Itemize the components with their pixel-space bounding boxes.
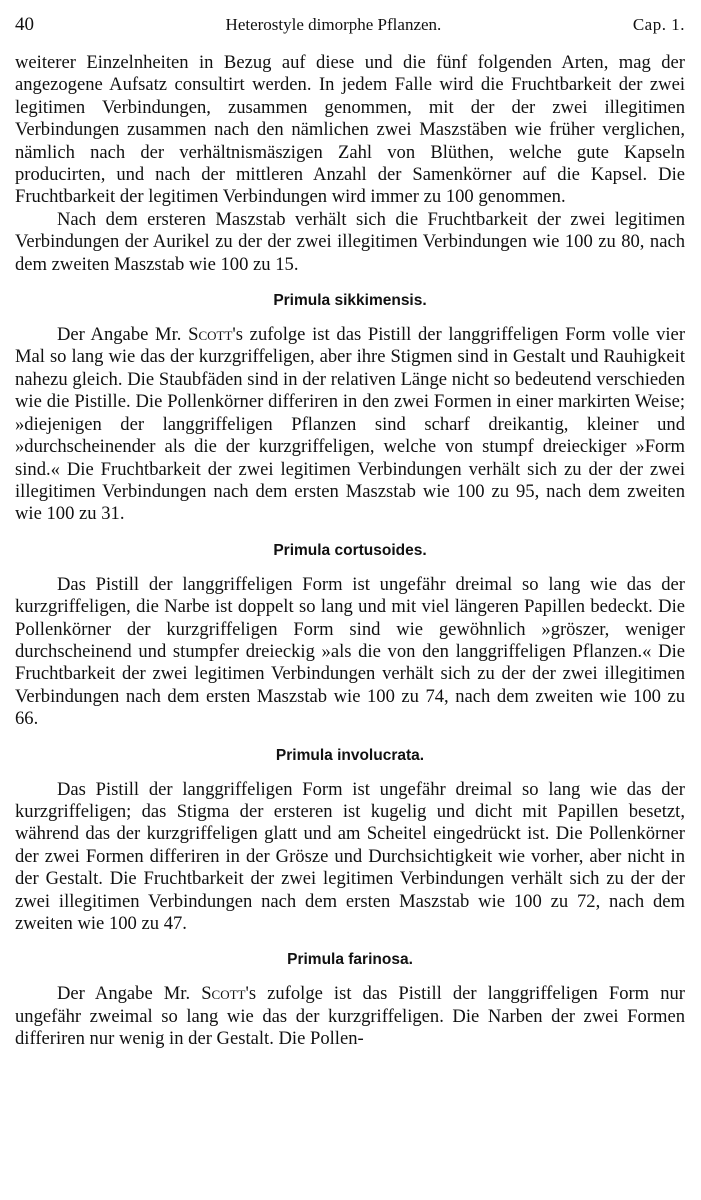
page-number: 40: [15, 14, 34, 35]
section-heading-sikkimensis: Primula sikkimensis.: [273, 292, 427, 310]
section-heading-cortusoides: Primula cortusoides.: [273, 541, 427, 559]
text-segment: Der Angabe Mr.: [57, 324, 189, 346]
paragraph-auricula-fertility: Nach dem ersteren Maszstab verhält sich die Fruchtbarkeit der zwei legitimen Verbindungen der Aurikel zu der der zwei illegitimen Verbindungen wie 100 zu 80, nach dem zweiten Maszstab wie 100 zu 15.: [15, 208, 685, 275]
running-header: [15, 14, 685, 52]
paragraph-sikkimensis: [15, 324, 685, 526]
section-heading-involucrata: Primula involucrata.: [275, 746, 425, 764]
text-segment: Der Angabe Mr.: [57, 983, 202, 1005]
text-segment: 's zufolge ist das Pistill der langgriffeligen Form nur ungefähr zweimal so lang wie das der kurzgriffeligen. Die Narben der zwei Formen differiren nur wenig in der Gestalt. Die Pollen-: [15, 983, 685, 1050]
text-segment: 's zufolge ist das Pistill der langgriffeligen Form volle vier Mal so lang wie das der kurzgriffeligen, aber ihre Stigmen sind in Gestalt und Rauhigkeit nahezu gleich. Die Staubfäden sind in der relativen Länge nicht so bedeutend verschieden wie die Pistille. Die Pollenkörner differiren in den zwei Formen in einer markirten Weise; »diejenigen der langgriffeligen Pflanzen sind scharf dreikantig, kleiner und »durchscheinender als die der kurzgriffeligen, welche von stumpf dreieckiger »Form sind.« Die Fruchtbarkeit der zwei legitimen Verbindungen verhält sich zu der der zwei illegitimen Verbindungen nach dem ersten Maszstab wie 100 zu 95, nach dem zweiten wie 100 zu 31.: [15, 324, 686, 525]
author-name: Scott: [188, 324, 233, 346]
paragraph-cortusoides: Das Pistill der langgriffeligen Form ist ungefähr dreimal so lang wie das der kurzgriffeligen, die Narbe ist doppelt so lang und mit viel längeren Papillen bedeckt. Die Pollenkörner der kurzgriffeligen Form sind wie gewöhnlich »gröszer, weniger durchscheinend und stumpfer dreieckig »als die von den langgriffeligen Pflanzen.« Die Fruchtbarkeit der zwei legitimen Verbindungen verhält sich zu der der zwei illegitimen Verbindungen nach dem ersten Maszstab wie 100 zu 74, nach dem zweiten wie 100 zu 66.: [15, 573, 685, 730]
paragraph-farinosa: [15, 983, 685, 1050]
chapter-label: Cap. 1.: [632, 15, 685, 34]
section-heading-farinosa: Primula farinosa.: [287, 951, 413, 969]
author-name: Scott: [201, 983, 246, 1005]
running-title: Heterostyle dimorphe Pflanzen.: [225, 15, 442, 34]
book-page: [15, 14, 685, 1051]
paragraph-involucrata: Das Pistill der langgriffeligen Form ist ungefähr dreimal so lang wie das der kurzgriffeligen; das Stigma der ersteren ist kugelig und dicht mit Papillen besetzt, während das der kurzgriffeligen glatt und am Scheitel eingedrückt ist. Die Pollenkörner der zwei Formen differiren in der Grösze und Durchsichtigkeit wie vorher, aber nicht in der Gestalt. Die Fruchtbarkeit der zwei legitimen Verbindungen verhält sich zu der der zwei illegitimen Verbindungen nach dem ersten Maszstab wie 100 zu 72, nach dem zweiten wie 100 zu 47.: [15, 778, 685, 934]
paragraph-continued: weiterer Einzelnheiten in Bezug auf diese und die fünf folgenden Arten, mag der angezogene Aufsatz consultirt werden. In jedem Falle wird die Fruchtbarkeit der zwei legitimen Verbindungen, zusammen genommen, mit der der zwei illegitimen Verbindungen zusammen nach den nämlichen zwei Maszstäben wie früher verglichen, nämlich nach der verhältnismäszigen Zahl von Blüthen, welche gute Kapseln producirten, und nach der mittleren Anzahl der Samenkörner auf die Kapsel. Die Fruchtbarkeit der legitimen Verbindungen wird immer zu 100 genommen.: [15, 52, 685, 208]
